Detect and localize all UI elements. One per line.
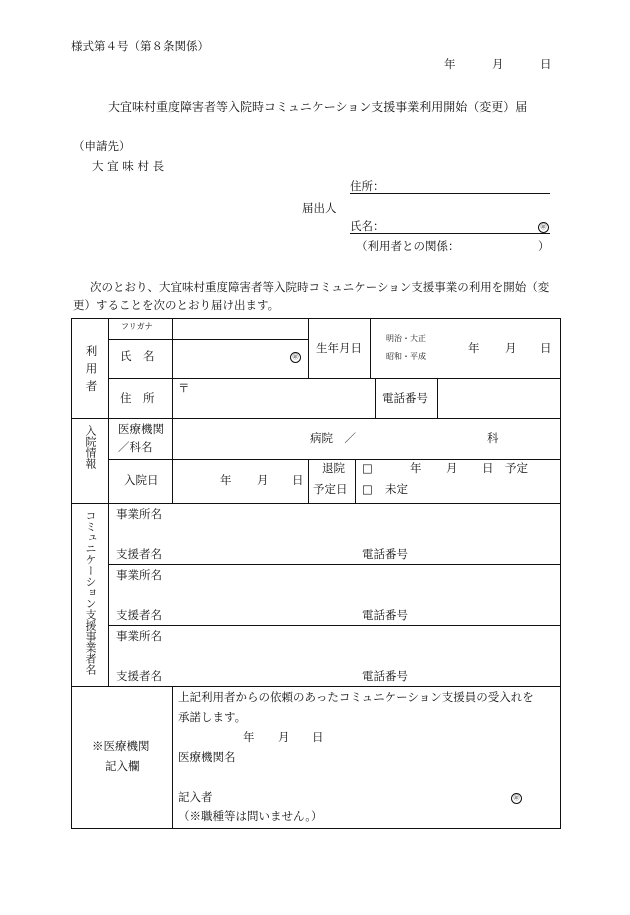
medical-heading-1: ※医療機関: [92, 739, 150, 753]
user-section-heading: 利用者: [84, 345, 99, 398]
admission-date-label: 入院日: [124, 473, 159, 487]
intro-line-1: 次のとおり、大宜味村重度障害者等入院時コミュニケーション支援事業の利用を開始（変: [90, 280, 550, 294]
name-underline[interactable]: [350, 233, 550, 234]
date-month-label: 月: [492, 57, 504, 71]
hospital-label: 病院 ／: [310, 431, 356, 445]
seal-icon: ㊞: [538, 222, 549, 233]
undecided-checkbox[interactable]: □: [362, 482, 373, 496]
support-phone-label: 電話番号: [362, 547, 408, 561]
consent-line-2: 承諾します。: [178, 710, 247, 724]
hospital-section-heading: 入院情報: [84, 425, 97, 469]
address-underline[interactable]: [350, 193, 550, 194]
era-option-2[interactable]: 昭和・平成: [386, 352, 426, 361]
discharge-label-2: 予定日: [313, 482, 348, 496]
writer-seal-icon: ㊞: [511, 793, 522, 804]
form-number: 様式第４号（第８条関係）: [71, 39, 209, 53]
addressee-name: 大 宜 味 村 長: [92, 159, 165, 173]
hospital-input[interactable]: [174, 420, 304, 457]
supporter-label: 支援者名: [116, 547, 162, 561]
institution-name-label: 医療機関名: [178, 750, 236, 764]
user-phone-label: 電話番号: [382, 391, 428, 405]
furigana-input[interactable]: [174, 319, 307, 338]
office-label: 事業所名: [116, 507, 162, 521]
support-section-heading: コミュニケーション支援事業者名: [84, 510, 97, 675]
relation-close: ）: [538, 239, 550, 253]
admission-month-label: 月: [257, 473, 269, 487]
support-phone-label: 電話番号: [362, 669, 408, 683]
discharge-month-label: 月: [446, 461, 458, 475]
planned-label: 予定: [505, 461, 528, 475]
support-phone-label: 電話番号: [362, 608, 408, 622]
applicant-label: 届出人: [302, 201, 337, 215]
note-text: （※職種等は問いません。）: [178, 809, 323, 823]
postal-mark: 〒: [178, 381, 190, 395]
institution-label-2: ／科名: [118, 440, 153, 454]
office-label: 事業所名: [116, 629, 162, 643]
birth-date-label: 生年月日: [316, 341, 362, 355]
consent-line-1: 上記利用者からの依頼のあったコミュニケーション支援員の受入れを: [178, 690, 534, 704]
discharge-day-label: 日: [482, 461, 494, 475]
admission-year-label: 年: [220, 473, 232, 487]
applicant-name-label: 氏名：: [350, 219, 385, 233]
medical-day-label: 日: [312, 730, 324, 744]
furigana-label: フリガナ: [121, 322, 153, 331]
supporter-label: 支援者名: [116, 669, 162, 683]
user-phone-input[interactable]: [439, 380, 559, 416]
user-address-label: 住 所: [120, 391, 155, 405]
medical-year-label: 年: [243, 730, 255, 744]
medical-heading-2: 記入欄: [105, 759, 140, 773]
discharge-year-label: 年: [410, 461, 422, 475]
birth-day-label: 日: [540, 341, 552, 355]
document-title: 大宜味村重度障害者等入院時コミュニケーション支援事業利用開始（変更）届: [108, 100, 528, 114]
user-name-label: 氏 名: [120, 349, 155, 363]
supporter-label: 支援者名: [116, 608, 162, 622]
writer-label: 記入者: [178, 790, 213, 804]
date-day-label: 日: [540, 57, 552, 71]
intro-line-2: 更）することを次のとおり届け出ます。: [73, 298, 280, 312]
office-label: 事業所名: [116, 568, 162, 582]
discharge-label-1: 退院: [322, 461, 345, 475]
undecided-label: 未定: [385, 482, 408, 496]
user-seal-icon: ㊞: [290, 352, 301, 363]
medical-month-label: 月: [278, 730, 290, 744]
era-option-1[interactable]: 明治・大正: [386, 334, 426, 343]
applicant-address-label: 住所：: [350, 179, 385, 193]
user-address-input[interactable]: [192, 380, 372, 416]
user-name-input[interactable]: [174, 341, 307, 377]
birth-month-label: 月: [505, 341, 517, 355]
planned-checkbox[interactable]: □: [362, 461, 373, 475]
department-label: 科: [487, 431, 499, 445]
birth-year-label: 年: [468, 341, 480, 355]
admission-day-label: 日: [292, 473, 304, 487]
date-year-label: 年: [444, 57, 456, 71]
institution-label-1: 医療機関: [118, 422, 164, 436]
addressee-label: （申請先）: [73, 139, 131, 153]
relation-label: （利用者との関係：: [356, 239, 460, 253]
